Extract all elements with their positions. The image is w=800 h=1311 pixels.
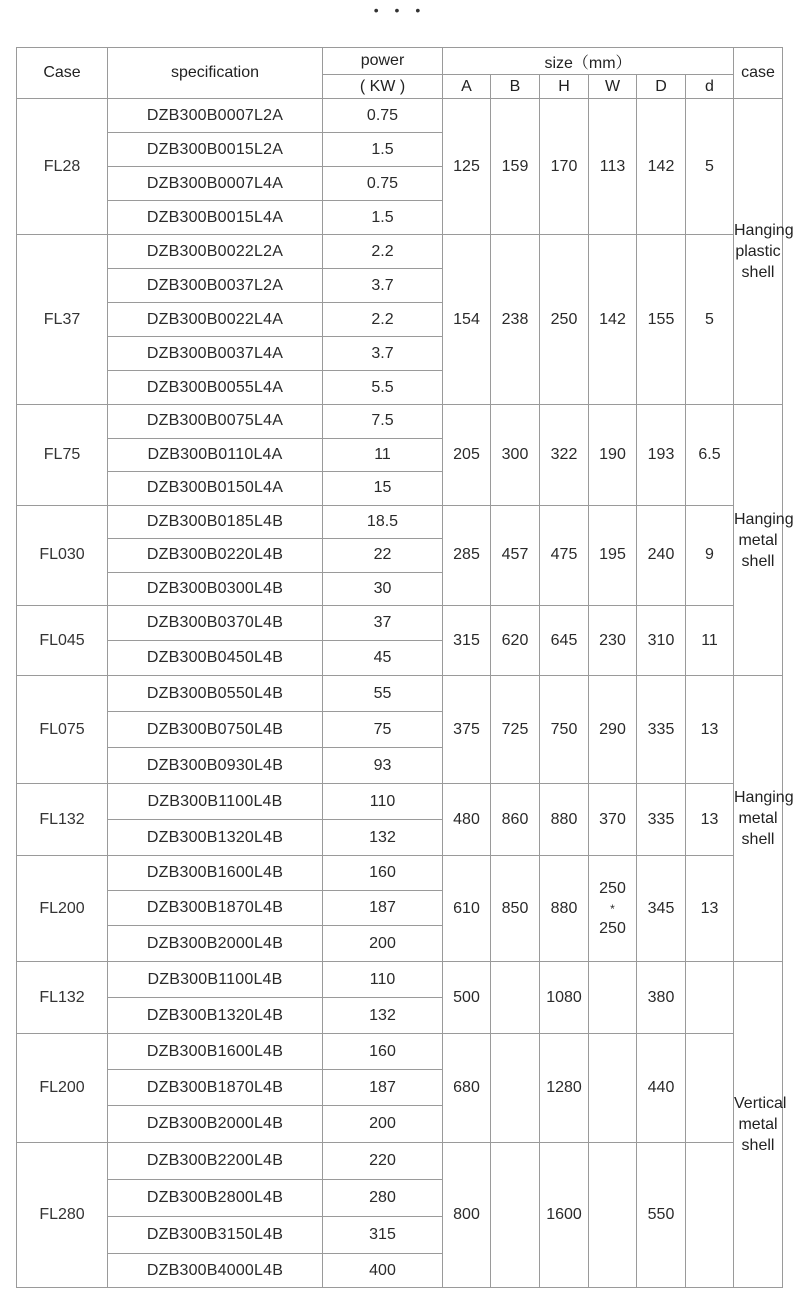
size-w: 370: [589, 784, 637, 856]
size-d-lower: 13: [686, 784, 734, 856]
size-a: 375: [443, 676, 491, 784]
size-d-lower: 5: [686, 99, 734, 235]
size-a: 125: [443, 99, 491, 235]
size-h: 250: [540, 235, 589, 405]
specification-cell: DZB300B0015L2A: [108, 133, 323, 167]
size-w: 195: [589, 505, 637, 606]
specification-cell: DZB300B0450L4B: [108, 641, 323, 676]
size-a: 480: [443, 784, 491, 856]
case-model: FL030: [17, 505, 108, 606]
size-h: 170: [540, 99, 589, 235]
specification-cell: DZB300B0750L4B: [108, 712, 323, 748]
power-cell: 30: [323, 572, 443, 606]
specification-cell: DZB300B1600L4B: [108, 856, 323, 891]
table-header: [17, 48, 783, 99]
size-w: 113: [589, 99, 637, 235]
power-cell: 18.5: [323, 505, 443, 539]
header-power-unit: ( KW ): [323, 75, 443, 99]
size-d-upper: 550: [637, 1143, 686, 1288]
size-d-upper: 335: [637, 784, 686, 856]
size-w: 142: [589, 235, 637, 405]
power-cell: 3.7: [323, 269, 443, 303]
case-type-line: shell: [741, 552, 775, 570]
specification-cell: DZB300B0110L4A: [108, 438, 323, 472]
power-cell: 22: [323, 539, 443, 573]
specification-cell: DZB300B2200L4B: [108, 1143, 323, 1180]
specification-cell: DZB300B4000L4B: [108, 1254, 323, 1288]
power-cell: 93: [323, 748, 443, 784]
size-h: 880: [540, 784, 589, 856]
specification-cell: DZB300B0370L4B: [108, 606, 323, 641]
size-b: 860: [491, 784, 540, 856]
case-type-note: [734, 676, 794, 962]
size-a: 315: [443, 606, 491, 676]
size-b: [491, 962, 540, 1034]
size-a: 154: [443, 235, 491, 405]
header-size: size（mm）: [443, 48, 734, 75]
power-cell: 55: [323, 676, 443, 712]
size-w-line: *: [610, 901, 615, 916]
size-b: 300: [491, 405, 540, 506]
specification-cell: DZB300B3150L4B: [108, 1217, 323, 1254]
table-body: [17, 99, 794, 1288]
power-cell: 15: [323, 472, 443, 506]
case-type-note: [734, 962, 787, 1288]
specification-cell: DZB300B2000L4B: [108, 926, 323, 962]
power-cell: 7.5: [323, 405, 443, 439]
specification-cell: DZB300B0930L4B: [108, 748, 323, 784]
table-row: [17, 99, 783, 133]
header-col-d-upper: D: [637, 75, 686, 99]
size-b: [491, 1143, 540, 1288]
case-type-note: [734, 405, 794, 676]
size-b: 725: [491, 676, 540, 784]
size-d-upper: 240: [637, 505, 686, 606]
power-cell: 2.2: [323, 235, 443, 269]
size-d-upper: 155: [637, 235, 686, 405]
size-d-lower: [686, 1034, 734, 1143]
size-h: 1280: [540, 1034, 589, 1143]
case-model: FL75: [17, 405, 108, 506]
size-d-lower: 6.5: [686, 405, 734, 506]
size-w: 190: [589, 405, 637, 506]
case-type-line: metal: [738, 810, 778, 827]
case-type-line: metal: [738, 531, 778, 549]
power-cell: 280: [323, 1180, 443, 1217]
specification-cell: DZB300B0007L2A: [108, 99, 323, 133]
case-type-line: shell: [741, 1137, 775, 1154]
size-d-lower: 9: [686, 505, 734, 606]
case-type-line: shell: [741, 831, 775, 848]
size-d-upper: 310: [637, 606, 686, 676]
power-cell: 1.5: [323, 133, 443, 167]
power-cell: 110: [323, 784, 443, 820]
case-type-note: [734, 99, 794, 405]
specification-cell: DZB300B0037L4A: [108, 337, 323, 371]
size-a: 285: [443, 505, 491, 606]
case-model: FL075: [17, 676, 108, 784]
header-col-b: B: [491, 75, 540, 99]
size-w: 290: [589, 676, 637, 784]
table-row: [17, 1034, 783, 1070]
header-col-a: A: [443, 75, 491, 99]
size-w: 230: [589, 606, 637, 676]
size-d-lower: 5: [686, 235, 734, 405]
case-type-line: metal: [738, 1116, 778, 1133]
power-cell: 3.7: [323, 337, 443, 371]
table-row: [17, 962, 783, 998]
power-cell: 400: [323, 1254, 443, 1288]
case-model: FL200: [17, 1034, 108, 1143]
specification-cell: DZB300B0220L4B: [108, 539, 323, 573]
specification-cell: DZB300B1320L4B: [108, 820, 323, 856]
power-cell: 2.2: [323, 303, 443, 337]
specification-cell: DZB300B0037L2A: [108, 269, 323, 303]
power-cell: 45: [323, 641, 443, 676]
size-d-upper: 193: [637, 405, 686, 506]
size-d-lower: 13: [686, 676, 734, 784]
power-cell: 200: [323, 1106, 443, 1143]
size-w: [589, 962, 637, 1034]
table-row: [17, 856, 783, 891]
case-model: FL37: [17, 235, 108, 405]
power-cell: 160: [323, 1034, 443, 1070]
specification-cell: DZB300B1870L4B: [108, 1070, 323, 1106]
specification-cell: DZB300B1870L4B: [108, 891, 323, 926]
case-model: FL280: [17, 1143, 108, 1288]
power-cell: 160: [323, 856, 443, 891]
size-w: [589, 1034, 637, 1143]
case-model: FL132: [17, 962, 108, 1034]
size-d-lower: [686, 962, 734, 1034]
size-h: 475: [540, 505, 589, 606]
specification-cell: DZB300B0075L4A: [108, 405, 323, 439]
header-case: Case: [17, 48, 108, 99]
specification-cell: DZB300B0055L4A: [108, 371, 323, 405]
size-h: 645: [540, 606, 589, 676]
specification-cell: DZB300B1100L4B: [108, 962, 323, 998]
power-cell: 1.5: [323, 201, 443, 235]
size-b: 457: [491, 505, 540, 606]
table-row: [17, 1143, 783, 1180]
size-h: 750: [540, 676, 589, 784]
header-col-d-lower: d: [686, 75, 734, 99]
size-b: 850: [491, 856, 540, 962]
size-h: 880: [540, 856, 589, 962]
size-h: 1080: [540, 962, 589, 1034]
power-cell: 75: [323, 712, 443, 748]
size-d-upper: 345: [637, 856, 686, 962]
header-col-h: H: [540, 75, 589, 99]
power-cell: 0.75: [323, 167, 443, 201]
size-d-lower: 11: [686, 606, 734, 676]
top-dots: • • •: [373, 2, 427, 18]
power-cell: 315: [323, 1217, 443, 1254]
power-cell: 11: [323, 438, 443, 472]
specification-cell: DZB300B1600L4B: [108, 1034, 323, 1070]
table-row: [17, 676, 783, 712]
size-b: 238: [491, 235, 540, 405]
case-model: FL045: [17, 606, 108, 676]
table-row: [17, 784, 783, 820]
size-a: 610: [443, 856, 491, 962]
power-cell: 220: [323, 1143, 443, 1180]
case-model: FL200: [17, 856, 108, 962]
size-b: 159: [491, 99, 540, 235]
size-a: 500: [443, 962, 491, 1034]
size-b: 620: [491, 606, 540, 676]
header-power: power: [323, 48, 443, 75]
specification-cell: DZB300B0185L4B: [108, 505, 323, 539]
size-h: 1600: [540, 1143, 589, 1288]
size-a: 680: [443, 1034, 491, 1143]
specification-cell: DZB300B2800L4B: [108, 1180, 323, 1217]
size-h: 322: [540, 405, 589, 506]
specification-cell: DZB300B0007L4A: [108, 167, 323, 201]
size-d-upper: 142: [637, 99, 686, 235]
power-cell: 110: [323, 962, 443, 998]
size-w-line: 250: [599, 879, 626, 897]
header-specification: specification: [108, 48, 323, 99]
case-model: FL28: [17, 99, 108, 235]
size-w-line: 250: [599, 919, 626, 937]
case-type-line: Vertical: [734, 1095, 787, 1112]
size-d-upper: 440: [637, 1034, 686, 1143]
size-w: [589, 856, 637, 962]
specification-cell: DZB300B0150L4A: [108, 472, 323, 506]
size-d-upper: 380: [637, 962, 686, 1034]
specification-cell: DZB300B0022L2A: [108, 235, 323, 269]
header-case-type: case: [734, 48, 783, 99]
size-d-upper: 335: [637, 676, 686, 784]
size-w: [589, 1143, 637, 1288]
power-cell: 5.5: [323, 371, 443, 405]
power-cell: 187: [323, 891, 443, 926]
table-row: [17, 235, 783, 269]
power-cell: 0.75: [323, 99, 443, 133]
specification-cell: DZB300B1100L4B: [108, 784, 323, 820]
spec-table: [16, 47, 794, 1288]
power-cell: 200: [323, 926, 443, 962]
table-row: [17, 606, 783, 641]
case-type-line: plastic: [735, 243, 781, 260]
size-d-lower: 13: [686, 856, 734, 962]
size-d-lower: [686, 1143, 734, 1288]
specification-cell: DZB300B0300L4B: [108, 572, 323, 606]
case-type-line: shell: [741, 264, 775, 281]
power-cell: 132: [323, 820, 443, 856]
case-type-line: Hanging: [734, 510, 794, 528]
specification-cell: DZB300B1320L4B: [108, 998, 323, 1034]
header-col-w: W: [589, 75, 637, 99]
case-type-line: Hanging: [734, 789, 794, 806]
specification-cell: DZB300B0015L4A: [108, 201, 323, 235]
table-row: [17, 405, 783, 439]
case-model: FL132: [17, 784, 108, 856]
specification-cell: DZB300B2000L4B: [108, 1106, 323, 1143]
power-cell: 187: [323, 1070, 443, 1106]
specification-cell: DZB300B0022L4A: [108, 303, 323, 337]
table-row: [17, 505, 783, 539]
size-b: [491, 1034, 540, 1143]
size-a: 205: [443, 405, 491, 506]
size-a: 800: [443, 1143, 491, 1288]
case-type-line: Hanging: [734, 222, 794, 239]
power-cell: 37: [323, 606, 443, 641]
power-cell: 132: [323, 998, 443, 1034]
specification-cell: DZB300B0550L4B: [108, 676, 323, 712]
